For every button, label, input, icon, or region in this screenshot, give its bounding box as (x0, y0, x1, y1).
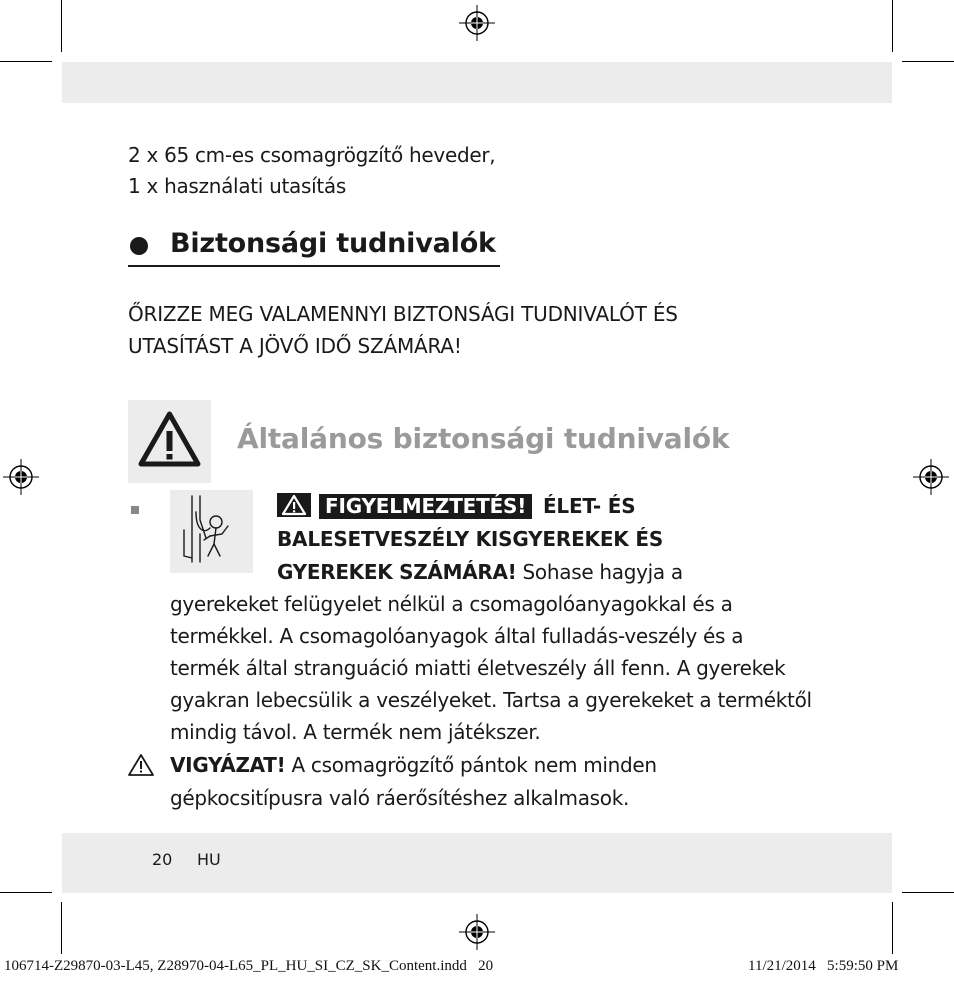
language-code: HU (197, 850, 221, 869)
warning-line-1 (277, 490, 635, 522)
child-strangulation-icon (170, 490, 253, 573)
warning-icon-box (128, 400, 211, 483)
registration-mark-icon (912, 458, 950, 496)
crop-mark (61, 0, 62, 52)
section-title: Biztonsági tudnivalók (170, 228, 496, 259)
keep-instructions-line-2: UTASÍTÁST A JÖVŐ IDŐ SZÁMÁRA! (128, 334, 462, 358)
crop-mark (0, 61, 52, 62)
crop-mark (902, 892, 954, 893)
crop-mark (61, 902, 62, 954)
keep-instructions-line-1: ŐRIZZE MEG VALAMENNYI BIZTONSÁGI TUDNIVALÓT ÉS (128, 302, 678, 326)
page-number: 20 (152, 850, 173, 869)
bullet-square-icon (131, 506, 139, 514)
contents-line-2: 1 x használati utasítás (128, 174, 346, 198)
general-safety-title: Általános biztonsági tudnivalók (237, 422, 730, 455)
warning-head-2: BALESETVESZÉLY KISGYEREKEK ÉS (277, 527, 664, 551)
warning-text-7: gyakran lebecsülik a veszélyeket. Tartsa a gyerekeket a terméktől (170, 688, 812, 712)
warning-triangle-icon (128, 400, 211, 483)
slug-filename: 106714-Z29870-03-L45, Z28970-04-L65_PL_HU_SI_CZ_SK_Content.indd 20 (4, 958, 494, 974)
registration-mark-icon (458, 913, 496, 951)
crop-mark (902, 61, 954, 62)
warning-head-1: ÉLET- ÉS (542, 494, 636, 518)
warning-text-6: termék által stranguáció miatti életveszély áll fenn. A gyerekek (170, 656, 786, 680)
warning-text-4: gyerekeket felügyelet nélkül a csomagolóanyagokkal és a (170, 592, 733, 616)
crop-mark (892, 902, 893, 954)
contents-line-1: 2 x 65 cm-es csomagrögzítő heveder, (128, 143, 496, 167)
warning-label: FIGYELMEZTETÉS! (319, 494, 532, 519)
header-band (62, 62, 892, 103)
warning-triangle-icon (277, 493, 311, 517)
caution-label: VIGYÁZAT! (170, 753, 286, 777)
crop-mark (892, 0, 893, 52)
warning-text-8: mindig távol. A termék nem játékszer. (170, 720, 541, 744)
warning-head-3: GYEREKEK SZÁMÁRA! (277, 560, 517, 584)
caution-line-1 (170, 749, 657, 781)
slug-date: 11/21/2014 5:59:50 PM (748, 958, 899, 974)
caution-text-1: A csomagrögzítő pántok nem minden (285, 753, 657, 777)
footer-band (62, 833, 892, 893)
section-bullet (130, 237, 148, 255)
warning-text-5: termékkel. A csomagolóanyagok által fulladás-veszély és a (170, 624, 744, 648)
registration-mark-icon (458, 4, 496, 42)
crop-mark (0, 892, 52, 893)
warning-line-3 (277, 556, 683, 588)
warning-triangle-icon (127, 753, 155, 777)
child-strangulation-pictogram (170, 490, 253, 573)
section-underline (128, 265, 500, 267)
warning-text-3: Sohase hagyja a (516, 560, 683, 584)
caution-text-2: gépkocsitípusra való ráerősítéshez alkalmasok. (170, 786, 630, 810)
registration-mark-icon (2, 458, 40, 496)
warning-label-box (277, 493, 311, 517)
